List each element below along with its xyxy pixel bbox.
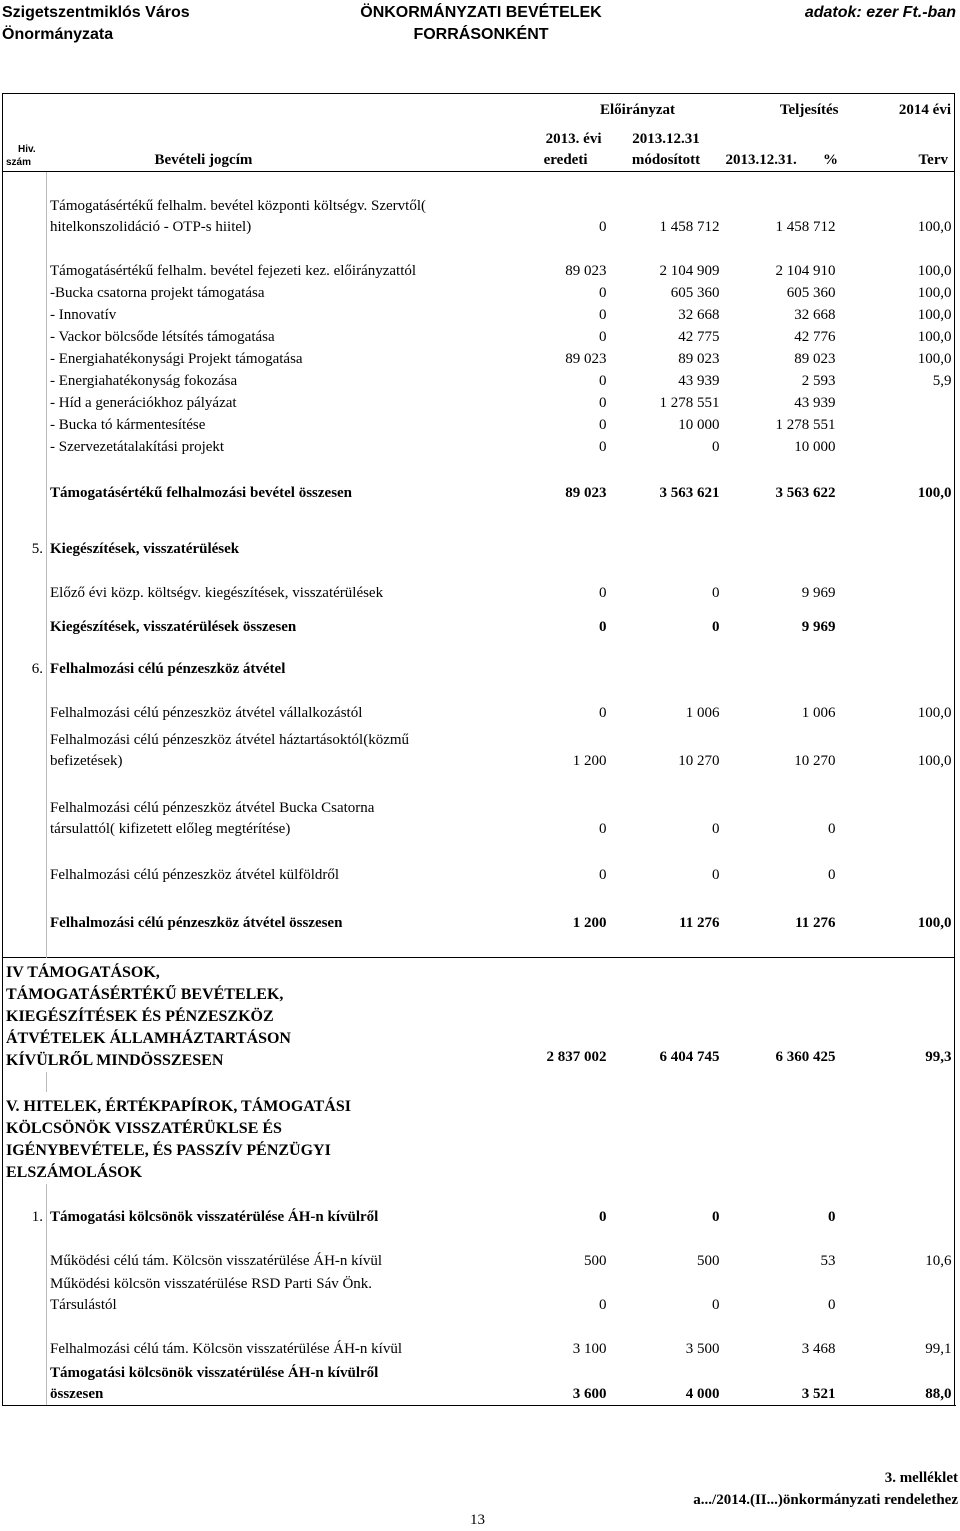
row-8-eredeti: 0 (599, 394, 607, 411)
page-title-line-2: FORRÁSONKÉNT (413, 26, 549, 43)
section-v-row-2-pct: 10,6 (925, 1252, 952, 1269)
row-1-teljesites: 1 458 712 (775, 218, 836, 235)
section-v-row-5-pct: 88,0 (839, 1360, 955, 1406)
annex-label: 3. melléklet (884, 1470, 958, 1486)
header-modositott-line-1: 2013.12.31 (632, 131, 700, 147)
section-v-row-5-teljesites: 3 521 (723, 1360, 839, 1406)
spacer-cell (3, 1072, 47, 1092)
section-6-row-2-teljesites: 10 270 (794, 752, 836, 769)
section-6-row-4-pct (839, 840, 955, 886)
group-2014: 2014 évi (839, 94, 955, 128)
row-10 (3, 436, 955, 458)
row-7 (3, 370, 955, 392)
municipality-line-2: Önormányzata (2, 26, 114, 43)
spacer-cell (3, 638, 47, 658)
row-6-teljesites: 89 023 (794, 350, 836, 367)
section-v-row-5-label: Támogatási kölcsönök visszatérülése ÁH-n kívülről összesen (47, 1360, 436, 1406)
row-4 (3, 304, 955, 326)
section-6-row-2 (3, 724, 955, 772)
section-5-header-title: Kiegészítések, visszatérülések (47, 538, 955, 560)
section-v-row-5-modositott: 4 000 (610, 1360, 723, 1406)
section-5-row-1-pct (839, 560, 955, 604)
revenue-table (2, 93, 955, 1406)
row-10-modositott: 0 (712, 438, 720, 455)
row-5-label: - Vackor bölcsőde létsítés támogatása (47, 326, 436, 348)
header-hiv-szam (3, 128, 47, 172)
group-teljesites: Teljesítés (723, 94, 839, 128)
row-5-modositott: 42 775 (678, 328, 720, 345)
row-9-label: - Bucka tó kármentesítése (47, 414, 436, 436)
row-11-modositott: 3 563 621 (659, 484, 720, 501)
row-3-eredeti: 0 (599, 284, 607, 301)
row-6-modositott: 89 023 (678, 350, 720, 367)
header-teljesites-date: 2013.12.31. (723, 128, 839, 172)
row-10-label: - Szervezetátalakítási projekt (47, 436, 436, 458)
section-v-row-2-number (3, 1228, 47, 1272)
header-eredeti-line-2: eredeti (543, 152, 588, 168)
decree-label: a.../2014.(II...)önkormányzati rendelethez (693, 1492, 958, 1508)
section-5-total-teljesites: 9 969 (801, 618, 836, 635)
section-iv-eredeti: 2 837 002 (436, 958, 610, 1072)
section-6-row-5-number (3, 886, 47, 934)
header-pct: % (823, 152, 839, 168)
section-5-row-1-number (3, 560, 47, 604)
section-v-row-4-teljesites: 3 468 (801, 1340, 836, 1357)
row-8 (3, 392, 955, 414)
row-3-number (3, 282, 47, 304)
section-v-row-4-number (3, 1316, 47, 1360)
row-6-pct: 100,0 (917, 350, 952, 367)
section-v-row-4-label: Felhalmozási célú tám. Kölcsön visszatérülése ÁH-n kívül (47, 1316, 436, 1360)
section-6-row-5 (3, 886, 955, 934)
section-6-row-3 (3, 772, 955, 840)
row-3-teljesites: 605 360 (786, 284, 836, 301)
row-3 (3, 282, 955, 304)
row-8-modositott: 1 278 551 (659, 394, 720, 411)
group-eloiranyzat: Előirányzat (436, 94, 723, 128)
row-6 (3, 348, 955, 370)
row-11-eredeti: 89 023 (565, 484, 607, 501)
section-v-row-2-eredeti: 500 (584, 1252, 607, 1269)
row-7-modositott: 43 939 (678, 372, 720, 389)
row-11-label: Támogatásértékű felhalmozási bevétel összesen (47, 458, 436, 504)
section-5-row-1 (3, 560, 955, 604)
row-5-teljesites: 42 776 (794, 328, 836, 345)
section-5-total-pct (839, 604, 955, 638)
row-1-number (3, 172, 47, 238)
section-6-row-1-eredeti: 0 (599, 704, 607, 721)
row-6-eredeti: 89 023 (565, 350, 607, 367)
section-5-total-label: Kiegészítések, visszatérülések összesen (47, 604, 436, 638)
header-eredeti (436, 128, 610, 172)
section-6-row-4-eredeti: 0 (599, 866, 607, 883)
row-7-number (3, 370, 47, 392)
row-11-pct: 100,0 (917, 484, 952, 501)
row-8-pct (839, 392, 955, 414)
row-2-modositott: 2 104 909 (659, 262, 720, 279)
row-11-number (3, 458, 47, 504)
row-9-pct (839, 414, 955, 436)
section-iv-pct: 99,3 (839, 958, 955, 1072)
section-6-row-5-modositott: 11 276 (679, 914, 720, 931)
unit-note: adatok: ezer Ft.-ban (804, 4, 956, 21)
section-iv-teljesites: 6 360 425 (723, 958, 839, 1072)
row-1-pct: 100,0 (917, 218, 952, 235)
row-5-number (3, 326, 47, 348)
section-v-row-2-modositott: 500 (697, 1252, 720, 1269)
section-v-row-1 (3, 1184, 955, 1228)
section-6-row-2-modositott: 10 270 (678, 752, 720, 769)
section-6-row-3-number (3, 772, 47, 840)
row-9-teljesites: 1 278 551 (775, 416, 836, 433)
page-title (336, 2, 626, 46)
row-7-eredeti: 0 (599, 372, 607, 389)
row-7-label: - Energiahatékonyság fokozása (47, 370, 436, 392)
row-2-eredeti: 89 023 (565, 262, 607, 279)
section-v-title: V. HITELEK, ÉRTÉKPAPÍROK, TÁMOGATÁSI KÖLCSÖNÖK VISSZATÉRÜKLSE ÉS IGÉNYBEVÉTELE, ÉS PASSZÍV PÉNZÜGYI ELSZÁMOLÁSOK (3, 1092, 955, 1184)
header-modositott-line-2: módosított (631, 152, 701, 168)
section-6-header-title: Felhalmozási célú pénzeszköz átvétel (47, 658, 955, 680)
row-2-teljesites: 2 104 910 (775, 262, 836, 279)
section-5-header-number: 5. (3, 538, 47, 560)
section-6-row-5-label: Felhalmozási célú pénzeszköz átvétel összesen (47, 886, 436, 934)
section-v-row-1-number: 1. (3, 1184, 47, 1228)
section-v-row-3-label: Működési kölcsön visszatérülése RSD Parti Sáv Önk. Társulástól (47, 1272, 436, 1316)
spacer-cell (3, 504, 47, 538)
row-11-teljesites: 3 563 622 (775, 484, 836, 501)
section-6-row-2-eredeti: 1 200 (572, 752, 607, 769)
header-modositott (610, 128, 723, 172)
municipality-name (2, 2, 190, 46)
section-6-row-4-modositott: 0 (712, 866, 720, 883)
row-8-label: - Híd a generációkhoz pályázat (47, 392, 436, 414)
row-6-number (3, 348, 47, 370)
section-6-row-3-eredeti: 0 (599, 820, 607, 837)
section-6-row-1-teljesites: 1 006 (801, 704, 836, 721)
row-2-pct: 100,0 (917, 262, 952, 279)
section-5-total-number (3, 604, 47, 638)
row-9-number (3, 414, 47, 436)
row-1-eredeti: 0 (599, 218, 607, 235)
spacer-row (3, 504, 955, 538)
section-6-row-3-label: Felhalmozási célú pénzeszköz átvétel Bucka Csatorna társulattól( kifizetett előleg megtérítése) (47, 772, 436, 840)
row-1-label: Támogatásértékű felhalm. bevétel központi költségv. Szervtől( hitelkonszolidáció - OTP-s hiitel) (47, 172, 436, 238)
row-9 (3, 414, 955, 436)
section-v-row-1-eredeti: 0 (599, 1208, 607, 1225)
section-6-row-2-number (3, 724, 47, 772)
row-2-number (3, 238, 47, 282)
row-4-pct: 100,0 (917, 306, 952, 323)
section-v-row-4-eredeti: 3 100 (572, 1340, 607, 1357)
section-6-row-4-teljesites: 0 (828, 866, 836, 883)
header-pct-terv (823, 128, 955, 172)
header-hiv: Hiv. (18, 144, 36, 155)
row-8-teljesites: 43 939 (794, 394, 836, 411)
row-5-pct: 100,0 (917, 328, 952, 345)
row-10-pct (839, 436, 955, 458)
header-jogcim: Bevételi jogcím (47, 128, 436, 172)
section-v-row-1-pct (839, 1184, 955, 1228)
section-v-row-1-modositott: 0 (712, 1208, 720, 1225)
section-6-row-4-label: Felhalmozási célú pénzeszköz átvétel külföldről (47, 840, 436, 886)
section-v-row-5-number (3, 1360, 47, 1406)
row-10-teljesites: 10 000 (794, 438, 836, 455)
row-2 (3, 238, 955, 282)
section-v-row-2-label: Működési célú tám. Kölcsön visszatérülése ÁH-n kívül (47, 1228, 436, 1272)
spacer-cell (47, 934, 955, 958)
section-5-total (3, 604, 955, 638)
section-6-row-3-teljesites: 0 (828, 820, 836, 837)
section-5-row-1-label: Előző évi közp. költségv. kiegészítések, visszatérülések (47, 560, 436, 604)
row-3-pct: 100,0 (917, 284, 952, 301)
spacer-row (3, 934, 955, 958)
row-9-eredeti: 0 (599, 416, 607, 433)
section-5-total-modositott: 0 (712, 618, 720, 635)
section-v-row-5 (3, 1360, 955, 1406)
section-6-row-3-pct (839, 772, 955, 840)
spacer-cell (47, 638, 955, 658)
municipality-line-1: Szigetszentmiklós Város (2, 4, 190, 21)
row-4-modositott: 32 668 (678, 306, 720, 323)
row-9-modositott: 10 000 (678, 416, 720, 433)
section-6-row-1-pct: 100,0 (917, 704, 952, 721)
section-6-row-4-number (3, 840, 47, 886)
row-5-eredeti: 0 (599, 328, 607, 345)
section-5-row-1-eredeti: 0 (599, 584, 607, 601)
section-6-row-5-eredeti: 1 200 (572, 914, 607, 931)
row-7-pct: 5,9 (932, 372, 952, 389)
row-3-modositott: 605 360 (670, 284, 720, 301)
row-1 (3, 172, 955, 238)
section-v-row-3 (3, 1272, 955, 1316)
section-5-row-1-modositott: 0 (712, 584, 720, 601)
section-iv-modositott: 6 404 745 (610, 958, 723, 1072)
section-6-row-1-modositott: 1 006 (685, 704, 720, 721)
section-v-row-4-modositott: 3 500 (685, 1340, 720, 1357)
row-4-teljesites: 32 668 (794, 306, 836, 323)
section-v-header (3, 1092, 955, 1184)
section-v-row-1-label: Támogatási kölcsönök visszatérülése ÁH-n kívülről (47, 1184, 436, 1228)
section-6-row-5-teljesites: 11 276 (795, 914, 836, 931)
header-terv: Terv (918, 152, 948, 168)
section-6-header (3, 658, 955, 680)
section-v-row-3-number (3, 1272, 47, 1316)
spacer-cell (47, 1072, 955, 1092)
row-4-eredeti: 0 (599, 306, 607, 323)
section-6-row-1-number (3, 680, 47, 724)
section-6-row-1 (3, 680, 955, 724)
row-6-label: - Energiahatékonysági Projekt támogatása (47, 348, 436, 370)
section-v-row-2 (3, 1228, 955, 1272)
row-2-label: Támogatásértékű felhalm. bevétel fejezeti kez. előirányzattól (47, 238, 436, 282)
header-szam: szám (6, 157, 32, 168)
row-4-number (3, 304, 47, 326)
page-number: 13 (470, 1512, 485, 1528)
section-v-row-5-eredeti: 3 600 (436, 1360, 610, 1406)
section-v-row-4 (3, 1316, 955, 1360)
section-5-row-1-teljesites: 9 969 (801, 584, 836, 601)
section-iv-label: IV TÁMOGATÁSOK, TÁMOGATÁSÉRTÉKŰ BEVÉTELEK, KIEGÉSZÍTÉSEK ÉS PÉNZESZKÖZ ÁTVÉTELEK ÁLLAMHÁZTARTÁSON KÍVÜLRŐL MINDÖSSZESEN (3, 958, 436, 1072)
section-5-header (3, 538, 955, 560)
section-v-row-4-pct: 99,1 (925, 1340, 952, 1357)
section-v-row-3-pct (839, 1272, 955, 1316)
spacer-cell (47, 504, 955, 538)
spacer-cell (3, 934, 47, 958)
row-7-teljesites: 2 593 (801, 372, 836, 389)
header-eredeti-line-1: 2013. évi (545, 131, 602, 147)
section-v-row-2-teljesites: 53 (820, 1252, 836, 1269)
row-10-number (3, 436, 47, 458)
section-5-total-eredeti: 0 (599, 618, 607, 635)
section-iv-total (3, 958, 955, 1072)
row-1-modositott: 1 458 712 (659, 218, 720, 235)
section-6-row-3-modositott: 0 (712, 820, 720, 837)
section-6-row-2-label: Felhalmozási célú pénzeszköz átvétel háztartásoktól(közmű befizetések) (47, 724, 436, 772)
row-3-label: -Bucka csatorna projekt támogatása (47, 282, 436, 304)
section-6-row-1-label: Felhalmozási célú pénzeszköz átvétel vállalkozástól (47, 680, 436, 724)
row-11 (3, 458, 955, 504)
row-10-eredeti: 0 (599, 438, 607, 455)
section-v-row-3-teljesites: 0 (828, 1296, 836, 1313)
row-4-label: - Innovatív (47, 304, 436, 326)
section-v-row-3-eredeti: 0 (599, 1296, 607, 1313)
section-6-row-2-pct: 100,0 (917, 752, 952, 769)
section-v-row-3-modositott: 0 (712, 1296, 720, 1313)
spacer-row (3, 638, 955, 658)
page-title-line-1: ÖNKORMÁNYZATI BEVÉTELEK (360, 4, 602, 21)
section-v-row-1-teljesites: 0 (828, 1208, 836, 1225)
row-5 (3, 326, 955, 348)
section-6-header-number: 6. (3, 658, 47, 680)
row-8-number (3, 392, 47, 414)
spacer-row (3, 1072, 955, 1092)
section-6-row-5-pct: 100,0 (917, 914, 952, 931)
section-6-row-4 (3, 840, 955, 886)
